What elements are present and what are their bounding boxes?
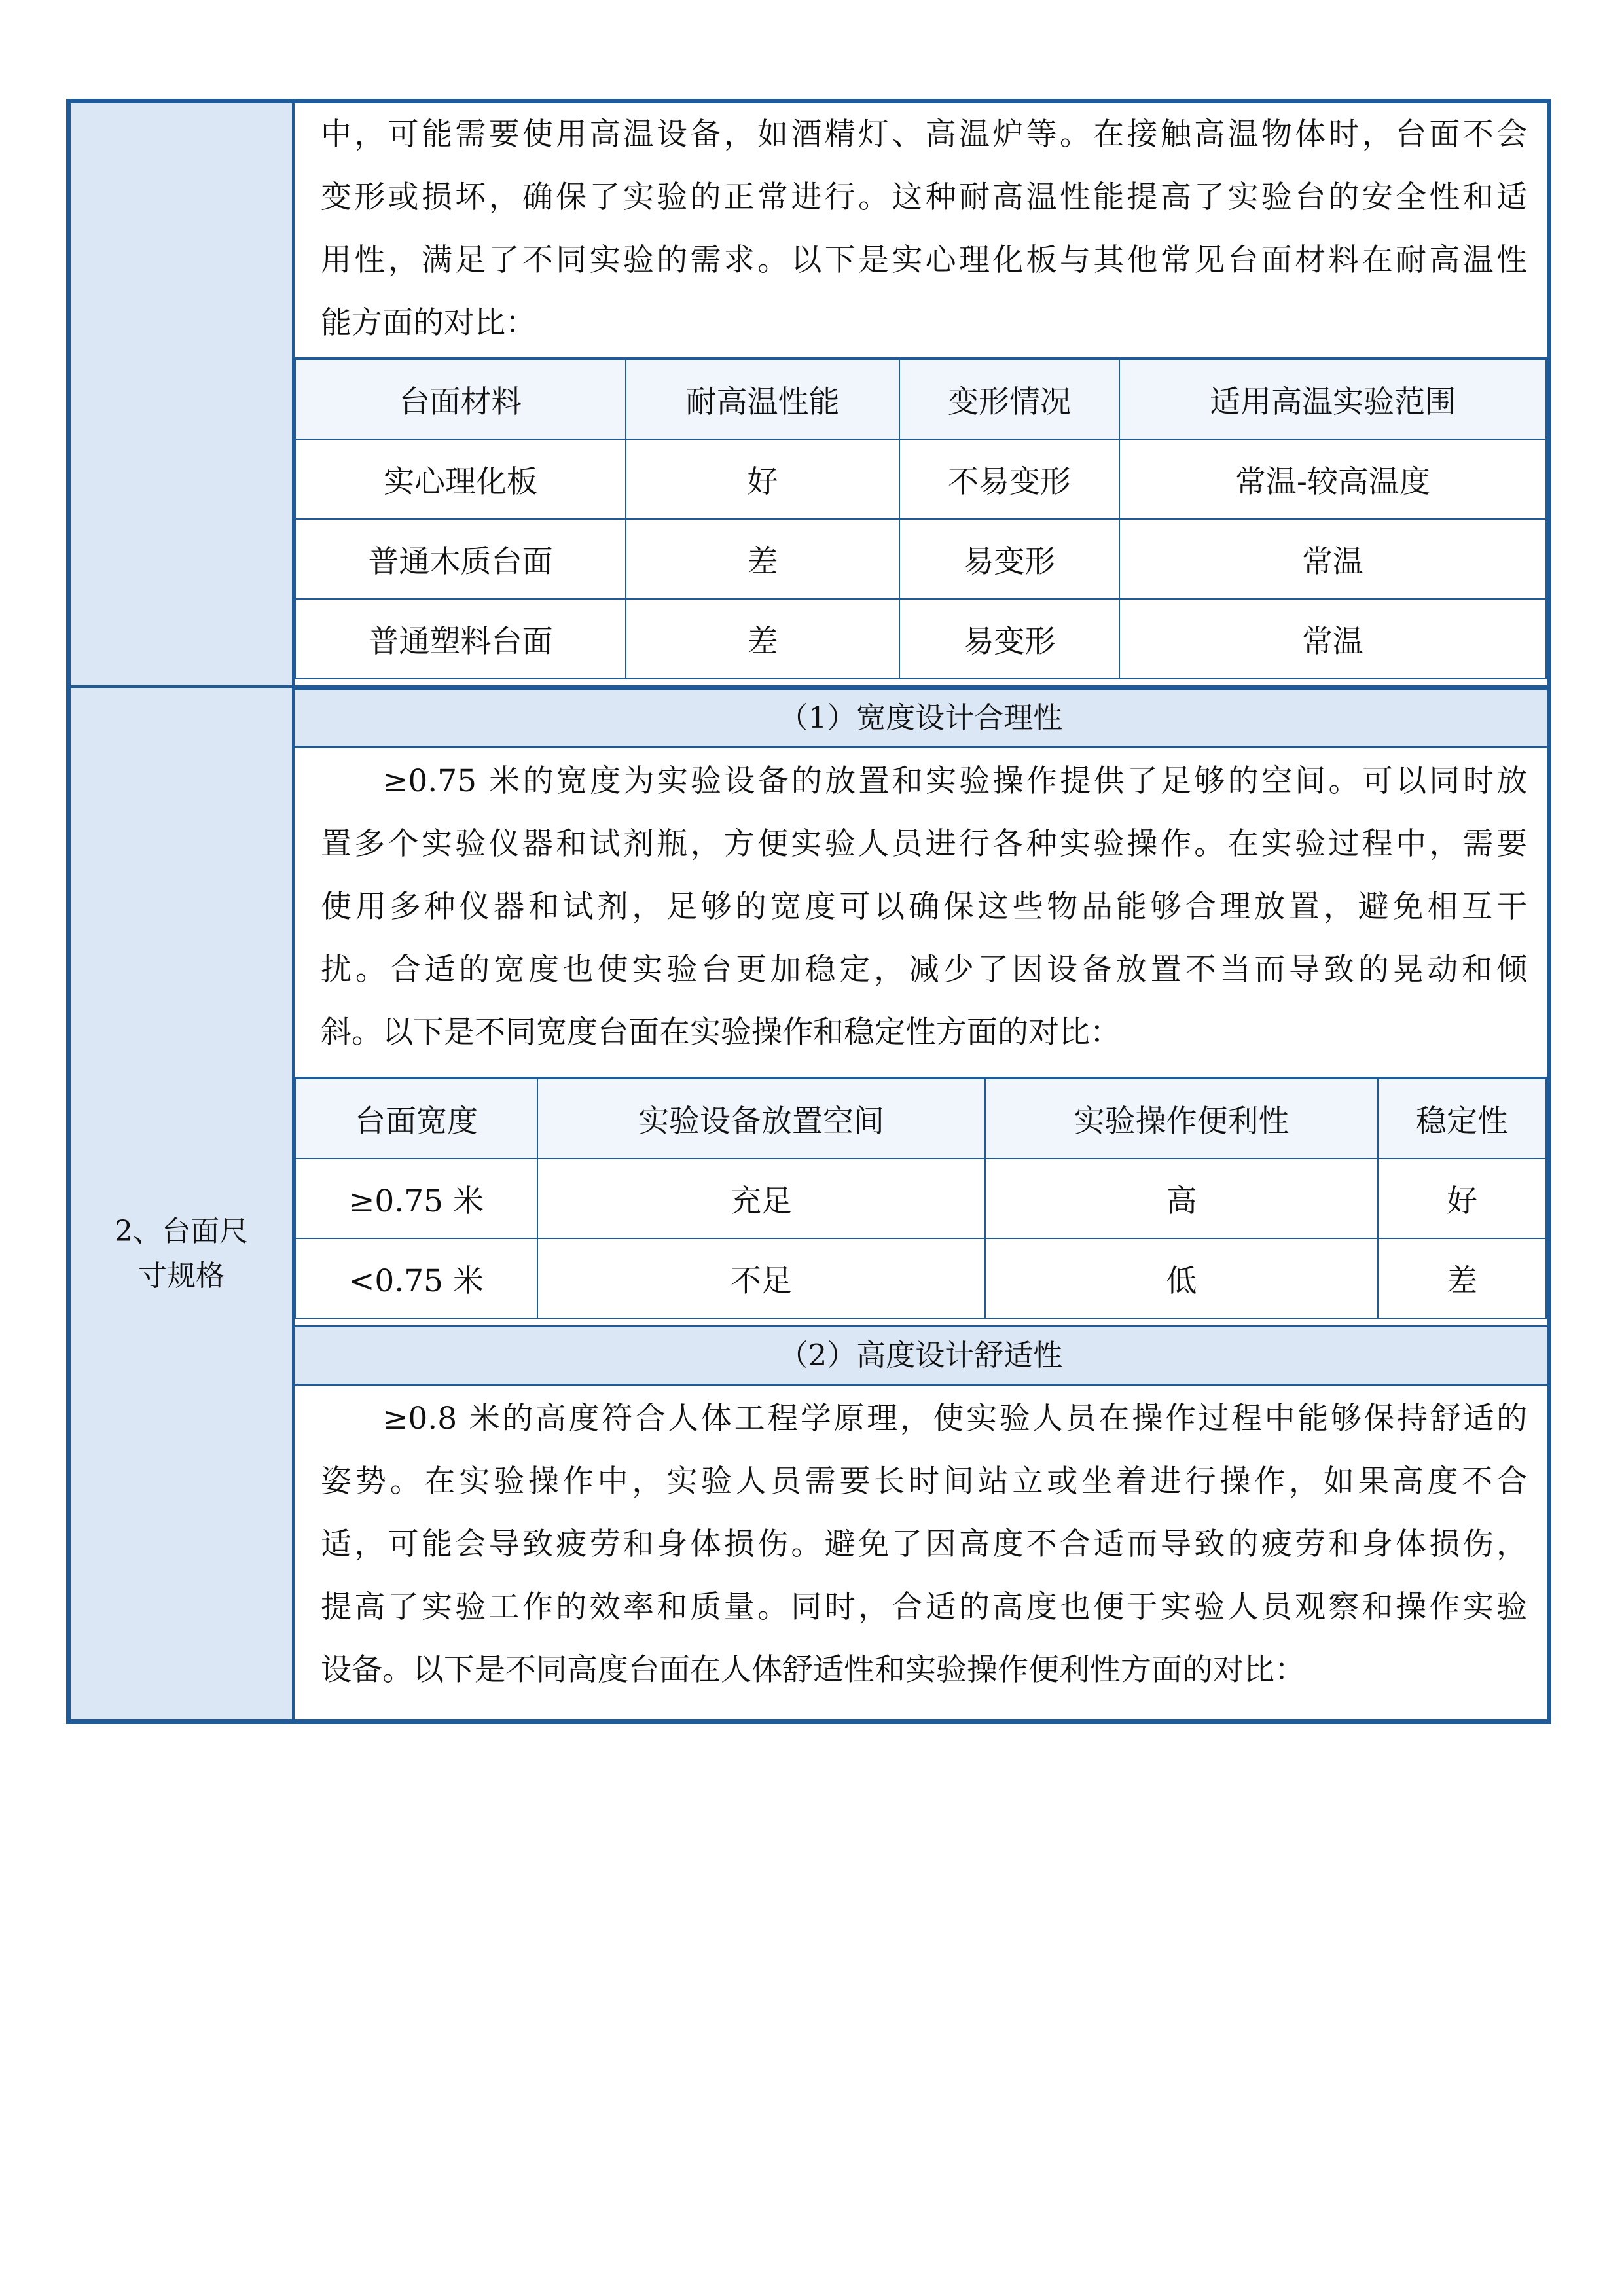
spec-table [66, 99, 1551, 1724]
table-cell: 好 [1378, 1158, 1546, 1238]
header-cell: 台面材料 [295, 359, 626, 439]
table-cell: 常温 [1119, 599, 1546, 679]
table-cell: 常温-较高温度 [1119, 439, 1546, 519]
table-header-row [295, 1079, 1546, 1158]
table-cell: 易变形 [899, 519, 1119, 599]
table-cell: 不易变形 [899, 439, 1119, 519]
left-label-column [71, 103, 295, 1719]
content-column [295, 103, 1547, 1719]
header-cell: 变形情况 [899, 359, 1119, 439]
table-cell: 普通塑料台面 [295, 599, 626, 679]
header-cell: 耐高温性能 [626, 359, 899, 439]
table-cell: <0.75 米 [295, 1238, 537, 1318]
table-cell: 高 [985, 1158, 1378, 1238]
table-row [295, 439, 1546, 519]
width-section-title: （1）宽度设计合理性 [295, 688, 1547, 748]
table-cell: 差 [626, 599, 899, 679]
row-divider [71, 685, 292, 688]
table-cell: 好 [626, 439, 899, 519]
section-2-label: 2、台面尺 寸规格 [115, 1215, 248, 1293]
header-cell: 稳定性 [1378, 1079, 1546, 1158]
table-row [295, 599, 1546, 679]
header-cell: 实验设备放置空间 [537, 1079, 985, 1158]
table-row [295, 1238, 1546, 1318]
width-paragraph: ≥0.75 米的宽度为实验设备的放置和实验操作提供了足够的空间。可以同时放 置多个实验仪器和试剂瓶，方便实验人员进行各种实验操作。在实验过程中，需要 使用多种仪器和试剂，足够的宽度可以确保这些物品能够合理放置，避免相互干 扰。合适的宽度也使实验台更加稳定，减少了因设备放置不当而导致的晃动和倾 斜。以下是不同宽度台面在实验操作和稳定性方面的对比： [321, 763, 1527, 1050]
table-row [295, 519, 1546, 599]
table-cell: 普通木质台面 [295, 519, 626, 599]
material-comparison-table [295, 359, 1547, 679]
table-cell: 易变形 [899, 599, 1119, 679]
table-row [295, 1158, 1546, 1238]
intro-paragraph: 中，可能需要使用高温设备，如酒精灯、高温炉等。在接触高温物体时，台面不会 变形或损坏，确保了实验的正常进行。这种耐高温性能提高了实验台的安全性和适 用性，满足了不同实验的需求。以下是实心理化板与其他常见台面材料在耐高温性 能方面的对比： [321, 117, 1527, 341]
header-cell: 台面宽度 [295, 1079, 537, 1158]
height-section-title: （2）高度设计舒适性 [295, 1325, 1547, 1386]
table-header-row [295, 359, 1546, 439]
table-cell: 不足 [537, 1238, 985, 1318]
table-cell: 差 [1378, 1238, 1546, 1318]
height-paragraph: ≥0.8 米的高度符合人体工程学原理，使实验人员在操作过程中能够保持舒适的 姿势。在实验操作中，实验人员需要长时间站立或坐着进行操作，如果高度不合 适，可能会导致疲劳和身体损伤。避免了因高度不合适而导致的疲劳和身体损伤， 提高了实验工作的效率和质量。同时，合适的高度也便于实验人员观察和操作实验 设备。以下是不同高度台面在人体舒适性和实验操作便利性方面的对比： [321, 1401, 1527, 1688]
table-cell: 常温 [1119, 519, 1546, 599]
header-cell: 实验操作便利性 [985, 1079, 1378, 1158]
table-cell: 差 [626, 519, 899, 599]
table-cell: ≥0.75 米 [295, 1158, 537, 1238]
table-cell: 低 [985, 1238, 1378, 1318]
table-cell: 实心理化板 [295, 439, 626, 519]
header-cell: 适用高温实验范围 [1119, 359, 1546, 439]
table-cell: 充足 [537, 1158, 985, 1238]
width-comparison-table [295, 1078, 1547, 1319]
